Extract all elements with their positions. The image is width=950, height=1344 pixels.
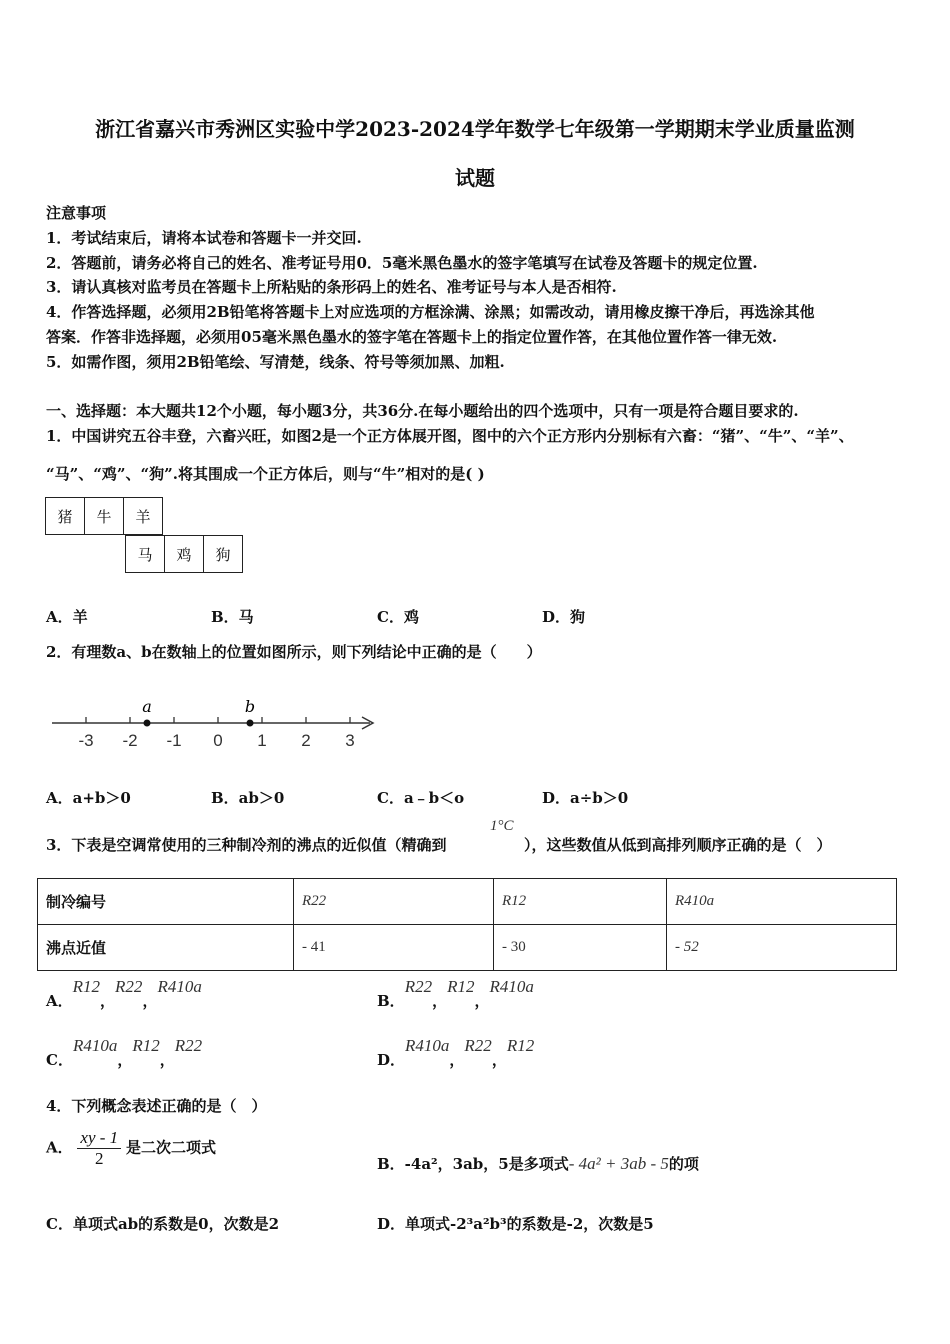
seq-item: R12: [506, 1036, 535, 1055]
tick-label: 0: [213, 731, 223, 750]
seq-item: R22: [464, 1036, 492, 1055]
fraction: [77, 1128, 121, 1169]
section-heading: 一、选择题：本大题共12个小题，每小题3分，共36分.在每小题给出的四个选项中，只有一项是符合题目要求的.: [46, 402, 799, 420]
note-item: 2．答题前，请务必将自己的姓名、准考证号用0．5毫米黑色墨水的签字笔填写在试卷及答题卡的规定位置.: [46, 254, 758, 272]
q3-unit: 1°C: [490, 818, 514, 834]
seq-item: R410a: [489, 977, 534, 996]
q1-option-b[interactable]: B．马: [211, 608, 254, 626]
note-item: 答案．作答非选择题，必须用05毫米黑色墨水的签字笔在答题卡上的指定位置作答，在其他位置作答一律无效.: [46, 328, 778, 346]
q4-option-a[interactable]: [46, 1128, 216, 1169]
seq-item: R22: [115, 977, 143, 996]
table-cell: - 30: [494, 925, 667, 971]
cube-net-bottom: [126, 535, 243, 573]
q1-option-c[interactable]: C．鸡: [377, 608, 419, 626]
denominator: 2: [95, 1149, 104, 1168]
table-cell: R410a: [667, 879, 897, 925]
q3-option-b[interactable]: B．R22，R12，R410a: [377, 977, 534, 1010]
seq-item: R12: [72, 977, 101, 996]
table-cell: - 52: [667, 925, 897, 971]
note-item: 4．作答选择题，必须用2B铅笔将答题卡上对应选项的方框涂满、涂黑；如需改动，请用橡皮擦干净后，再选涂其他: [46, 303, 815, 321]
q3-stem-b: ），这些数值从低到高排列顺序正确的是（ ）: [524, 836, 832, 854]
q1-option-a[interactable]: A．羊: [46, 608, 88, 626]
title-line1: 浙江省嘉兴市秀洲区实验中学2023-2024学年数学七年级第一学期期末学业质量监测: [95, 117, 855, 141]
net-cell: 鸡: [164, 535, 204, 573]
number-line: [40, 690, 385, 755]
option-label: A．: [46, 992, 73, 1010]
point-b-label: b: [244, 697, 256, 716]
q2-option-a[interactable]: A．a+b＞0: [46, 789, 131, 807]
q3-stem: 3．下表是空调常使用的三种制冷剂的沸点的近似值（精确到: [46, 836, 447, 854]
cube-net-top: [46, 497, 163, 535]
q4-option-b[interactable]: [377, 1153, 699, 1174]
tick-label: 1: [257, 731, 267, 750]
option-tail: 的项: [668, 1155, 699, 1173]
tick-label: -3: [78, 731, 94, 750]
q3-option-a[interactable]: A．R12，R22，R410a: [46, 977, 202, 1010]
table-cell: - 41: [294, 925, 494, 971]
q2-stem: 2．有理数a、b在数轴上的位置如图所示，则下列结论中正确的是（ ）: [46, 643, 542, 661]
seq-item: R410a: [405, 1036, 450, 1055]
note-item: 1．考试结束后，请将本试卷和答题卡一并交回.: [46, 229, 362, 247]
table-row: [38, 879, 897, 925]
option-label: C．: [46, 1051, 73, 1069]
q2-option-d[interactable]: D．a÷b＞0: [542, 789, 629, 807]
q1-stem: 1．中国讲究五谷丰登，六畜兴旺，如图2是一个正方体展开图，图中的六个正方形内分别标有六畜：“猪”、“牛”、“羊”、: [46, 427, 854, 445]
q2-option-b[interactable]: B．ab＞0: [211, 789, 285, 807]
tick-label: 3: [345, 731, 355, 750]
q1-option-d[interactable]: D．狗: [542, 608, 586, 626]
point-a-label: a: [142, 697, 152, 716]
refrigerant-table: [37, 878, 897, 971]
net-cell: 猪: [45, 497, 85, 535]
seq-item: R22: [404, 977, 433, 996]
seq-item: R12: [132, 1036, 160, 1055]
option-text: B．-4a²，3ab，5是多项式: [377, 1155, 569, 1173]
option-label: D．: [377, 1051, 406, 1069]
seq-item: R410a: [157, 977, 202, 996]
q3-option-d[interactable]: D．R410a，R22，R12: [377, 1036, 535, 1069]
tick-label: 2: [301, 731, 311, 750]
option-label: A．: [46, 1138, 73, 1157]
table-cell: 沸点近值: [38, 925, 294, 971]
notes-heading: 注意事项: [46, 204, 107, 222]
title-line2: 试题: [455, 166, 495, 190]
q4-option-d[interactable]: D．单项式-2³a²b³的系数是-2，次数是5: [377, 1215, 654, 1233]
note-item: 3．请认真核对监考员在答题卡上所粘贴的条形码上的姓名、准考证号与本人是否相符.: [46, 278, 617, 296]
q4-stem: 4．下列概念表述正确的是（ ）: [46, 1097, 267, 1115]
seq-item: R22: [174, 1036, 203, 1055]
net-cell: 羊: [123, 497, 163, 535]
table-cell: R12: [494, 879, 667, 925]
seq-item: R410a: [72, 1036, 118, 1055]
table-row: [38, 925, 897, 971]
net-cell: 马: [125, 535, 165, 573]
table-cell: 制冷编号: [38, 879, 294, 925]
q4-option-c[interactable]: C．单项式ab的系数是0，次数是2: [46, 1215, 280, 1233]
q1-stem-2: “马”、“鸡”、“狗”.将其围成一个正方体后，则与“牛”相对的是( ): [46, 465, 485, 483]
q2-option-c[interactable]: C．a﹣b＜o: [377, 789, 465, 807]
option-text: 是二次二项式: [125, 1138, 216, 1157]
numerator: xy - 1: [77, 1128, 121, 1149]
seq-item: R12: [447, 977, 475, 996]
tick-label: -1: [166, 731, 182, 750]
q3-option-c[interactable]: C．R410a，R12，R22: [46, 1036, 203, 1069]
option-label: B．: [377, 992, 405, 1010]
table-cell: R22: [294, 879, 494, 925]
net-cell: 牛: [84, 497, 124, 535]
note-item: 5．如需作图，须用2B铅笔绘、写清楚，线条、符号等须加黑、加粗.: [46, 353, 505, 371]
tick-label: -2: [122, 731, 138, 750]
net-cell: 狗: [203, 535, 243, 573]
polynomial: - 4a² + 3ab - 5: [568, 1154, 669, 1173]
